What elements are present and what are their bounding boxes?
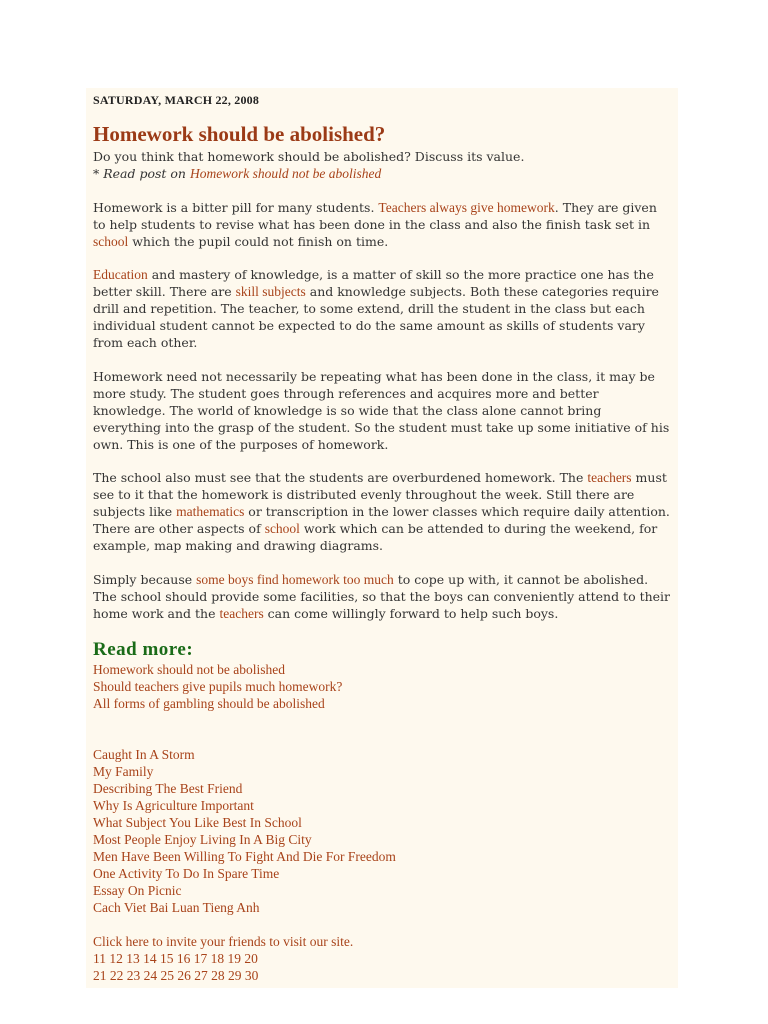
related-link[interactable]: Caught In A Storm — [93, 747, 195, 762]
p5-text-c: can come willingly forward to help such boys. — [263, 606, 559, 621]
related-link[interactable]: Men Have Been Willing To Fight And Die For Freedom — [93, 849, 396, 864]
read-more-link[interactable]: All forms of gambling should be abolished — [93, 696, 325, 711]
read-post-prefix: * Read post on — [93, 166, 190, 181]
page-number-link[interactable]: 30 — [244, 968, 259, 983]
related-link[interactable]: What Subject You Like Best In School — [93, 815, 302, 830]
page-numbers-row-1 — [93, 950, 673, 967]
p1-text-c: which the pupil could not finish on time. — [128, 234, 389, 249]
page-number-link[interactable]: 25 — [160, 968, 174, 983]
related-link[interactable]: Cach Viet Bai Luan Tieng Anh — [93, 900, 260, 915]
related-link[interactable]: One Activity To Do In Spare Time — [93, 866, 280, 881]
paragraph-2 — [93, 266, 673, 351]
page-number-link[interactable]: 28 — [211, 968, 225, 983]
page-number-link[interactable]: 29 — [228, 968, 242, 983]
page-number-link[interactable]: 16 — [176, 951, 191, 966]
related-link[interactable]: Essay On Picnic — [93, 883, 182, 898]
p5-link-boys-homework[interactable]: some boys find homework too much — [196, 572, 394, 587]
p1-link-teachers-homework[interactable]: Teachers always give homework — [378, 200, 555, 215]
related-link[interactable]: Most People Enjoy Living In A Big City — [93, 832, 312, 847]
read-post-line — [93, 165, 673, 182]
p4-text-d: work which can be attended to during the weekend, for example, map making and drawing diagrams. — [93, 521, 658, 553]
invite-friends-link[interactable]: Click here to invite your friends to visit our site. — [93, 934, 354, 949]
p2-text-a: and mastery of knowledge, is a matter of skill so the more practice one has the better skill. There are — [93, 267, 654, 299]
page-number-link[interactable]: 12 — [109, 951, 123, 966]
p5-text-b: to cope up with, it cannot be abolished. The school should provide some facilities, so that the boys can conveniently attend to their home work and the — [93, 572, 671, 621]
read-post-link[interactable]: Homework should not be abolished — [189, 166, 382, 181]
page-number-link[interactable]: 20 — [244, 951, 258, 966]
paragraph-4 — [93, 469, 673, 554]
page-number-link[interactable]: 26 — [177, 968, 191, 983]
related-links — [93, 746, 673, 916]
read-more-heading: Read more: — [93, 639, 194, 660]
page-number-link[interactable]: 24 — [143, 968, 158, 983]
post-date: SATURDAY, MARCH 22, 2008 — [93, 93, 260, 107]
p2-link-skill-subjects[interactable]: skill subjects — [235, 284, 306, 299]
p1-text-a: Homework is a bitter pill for many students. — [93, 200, 379, 215]
p3-text: Homework need not necessarily be repeating what has been done in the class, it may be more study. The student goes through references and acquires more and better knowledge. The world of knowledge is so wide that the class alone cannot bring everything into the grasp of the student. So the student must take up some initiative of his own. This is one of the purposes of homework. — [93, 369, 670, 452]
p2-link-education[interactable]: Education — [93, 267, 148, 282]
p1-link-school[interactable]: school — [93, 234, 129, 249]
post-title[interactable]: Homework should be abolished? — [93, 122, 386, 146]
page-number-link[interactable]: 21 — [93, 968, 107, 983]
page-number-link[interactable]: 15 — [160, 951, 174, 966]
paragraph-3 — [93, 368, 673, 453]
page-number-link[interactable]: 17 — [193, 951, 208, 966]
p4-link-teachers[interactable]: teachers — [587, 470, 632, 485]
p5-link-teachers[interactable]: teachers — [219, 606, 264, 621]
p4-link-school[interactable]: school — [264, 521, 300, 536]
invite-and-pagination — [93, 933, 673, 984]
p5-text-a: Simply because — [93, 572, 197, 587]
p2-text-b: and knowledge subjects. Both these categories require drill and repetition. The teacher, to some extend, drill the student in the class but each individual student cannot be expected to do the same amount as skills of students vary from each other. — [93, 284, 659, 350]
page-number-link[interactable]: 11 — [93, 951, 106, 966]
p4-text-c: or transcription in the lower classes which require daily attention. There are other aspects of — [93, 504, 670, 536]
page-number-link[interactable]: 23 — [126, 968, 141, 983]
read-more-link[interactable]: Homework should not be abolished — [93, 662, 285, 677]
read-more-links — [93, 661, 673, 712]
p4-text-a: The school also must see that the students are overburdened homework. The — [93, 470, 588, 485]
page-number-link[interactable]: 18 — [210, 951, 225, 966]
post-panel — [86, 88, 678, 988]
page-number-link[interactable]: 14 — [143, 951, 157, 966]
paragraph-5 — [93, 571, 673, 622]
page-number-link[interactable]: 27 — [194, 968, 208, 983]
post-intro — [93, 148, 673, 182]
p1-text-b: . They are given to help students to revise what has been done in the class and also the finish task set in — [93, 200, 657, 232]
paragraph-1 — [93, 199, 673, 250]
page-number-link[interactable]: 13 — [126, 951, 140, 966]
p4-text-b: must see to it that the homework is distributed evenly throughout the week. Still there are subjects like — [93, 470, 667, 519]
intro-question: Do you think that homework should be abolished? Discuss its value. — [93, 149, 525, 164]
related-link[interactable]: Describing The Best Friend — [93, 781, 243, 796]
page-number-link[interactable]: 22 — [109, 968, 124, 983]
page-numbers-row-2 — [93, 967, 673, 984]
page-number-link[interactable]: 19 — [227, 951, 241, 966]
read-more-link[interactable]: Should teachers give pupils much homework? — [93, 679, 343, 694]
related-link[interactable]: My Family — [93, 764, 154, 779]
related-link[interactable]: Why Is Agriculture Important — [93, 798, 254, 813]
p4-link-mathematics[interactable]: mathematics — [176, 504, 245, 519]
